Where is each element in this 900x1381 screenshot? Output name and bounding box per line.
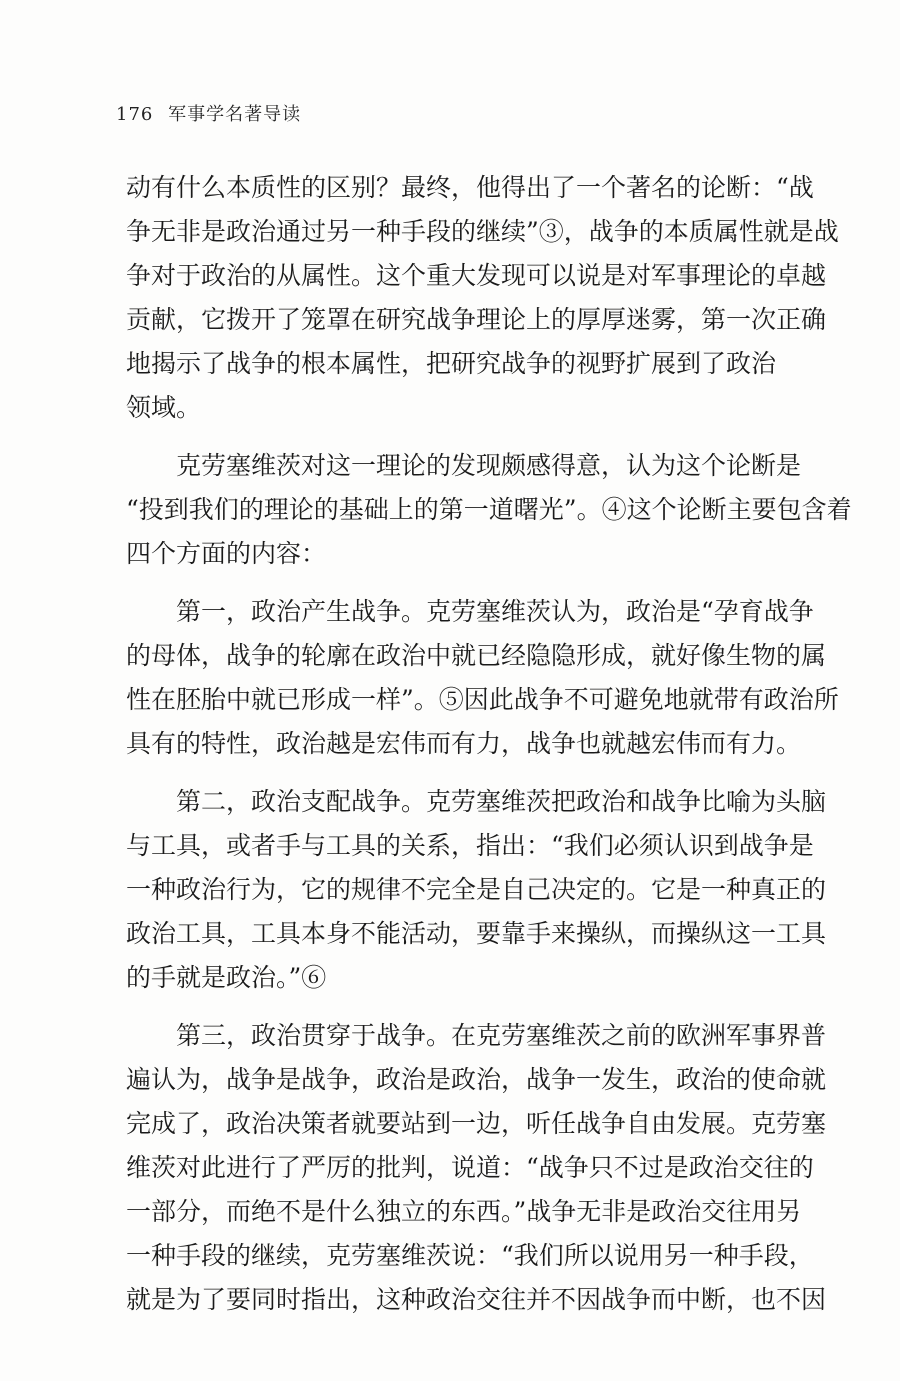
text-line: 一种手段的继续，克劳塞维茨说：“我们所以说用另一种手段， xyxy=(126,1241,814,1270)
text-line: “投到我们的理论的基础上的第一道曙光”。④这个论断主要包含着 xyxy=(126,495,852,524)
text-line: 争对于政治的从属性。这个重大发现可以说是对军事理论的卓越 xyxy=(126,261,827,290)
running-header xyxy=(116,100,301,126)
text-line: 维茨对此进行了严厉的批判，说道：“战争只不过是政治交往的 xyxy=(126,1153,814,1182)
text-line: 动有什么本质性的区别？最终，他得出了一个著名的论断：“战 xyxy=(126,173,814,202)
text-line: 克劳塞维茨对这一理论的发现颇感得意，认为这个论断是 xyxy=(126,451,802,480)
text-line: 争无非是政治通过另一种手段的继续”③，战争的本质属性就是战 xyxy=(126,217,839,246)
text-line: 就是为了要同时指出，这种政治交往并不因战争而中断，也不因 xyxy=(126,1285,827,1314)
text-line: 领域。 xyxy=(126,393,202,422)
book-title: 军事学名著导读 xyxy=(168,104,302,125)
text-line: 遍认为，战争是战争，政治是政治，战争一发生，政治的使命就 xyxy=(126,1065,827,1094)
text-line: 地揭示了战争的根本属性，把研究战争的视野扩展到了政治 xyxy=(126,349,777,378)
text-line: 第三，政治贯穿于战争。在克劳塞维茨之前的欧洲军事界普 xyxy=(126,1021,827,1050)
text-line: 一部分，而绝不是什么独立的东西。”战争无非是政治交往用另 xyxy=(126,1197,802,1226)
text-line: 第二，政治支配战争。克劳塞维茨把政治和战争比喻为头脑 xyxy=(126,787,827,816)
page-number: 176 xyxy=(116,104,154,125)
text-line: 政治工具，工具本身不能活动，要靠手来操纵，而操纵这一工具 xyxy=(126,919,827,948)
text-line: 第一，政治产生战争。克劳塞维茨认为，政治是“孕育战争 xyxy=(126,597,814,626)
text-line: 具有的特性，政治越是宏伟而有力，战争也就越宏伟而有力。 xyxy=(126,729,802,758)
text-line: 的母体，战争的轮廓在政治中就已经隐隐形成，就好像生物的属 xyxy=(126,641,827,670)
text-line: 性在胚胎中就已形成一样”。⑤因此战争不可避免地就带有政治所 xyxy=(126,685,839,714)
text-line: 完成了，政治决策者就要站到一边，听任战争自由发展。克劳塞 xyxy=(126,1109,827,1138)
text-line: 四个方面的内容： xyxy=(126,539,327,568)
text-line: 的手就是政治。”⑥ xyxy=(126,963,327,992)
text-line: 与工具，或者手与工具的关系，指出：“我们必须认识到战争是 xyxy=(126,831,814,860)
text-line: 贡献，它拨开了笼罩在研究战争理论上的厚厚迷雾，第一次正确 xyxy=(126,305,827,334)
text-line: 一种政治行为，它的规律不完全是自己决定的。它是一种真正的 xyxy=(126,875,827,904)
body-text xyxy=(126,172,852,1328)
